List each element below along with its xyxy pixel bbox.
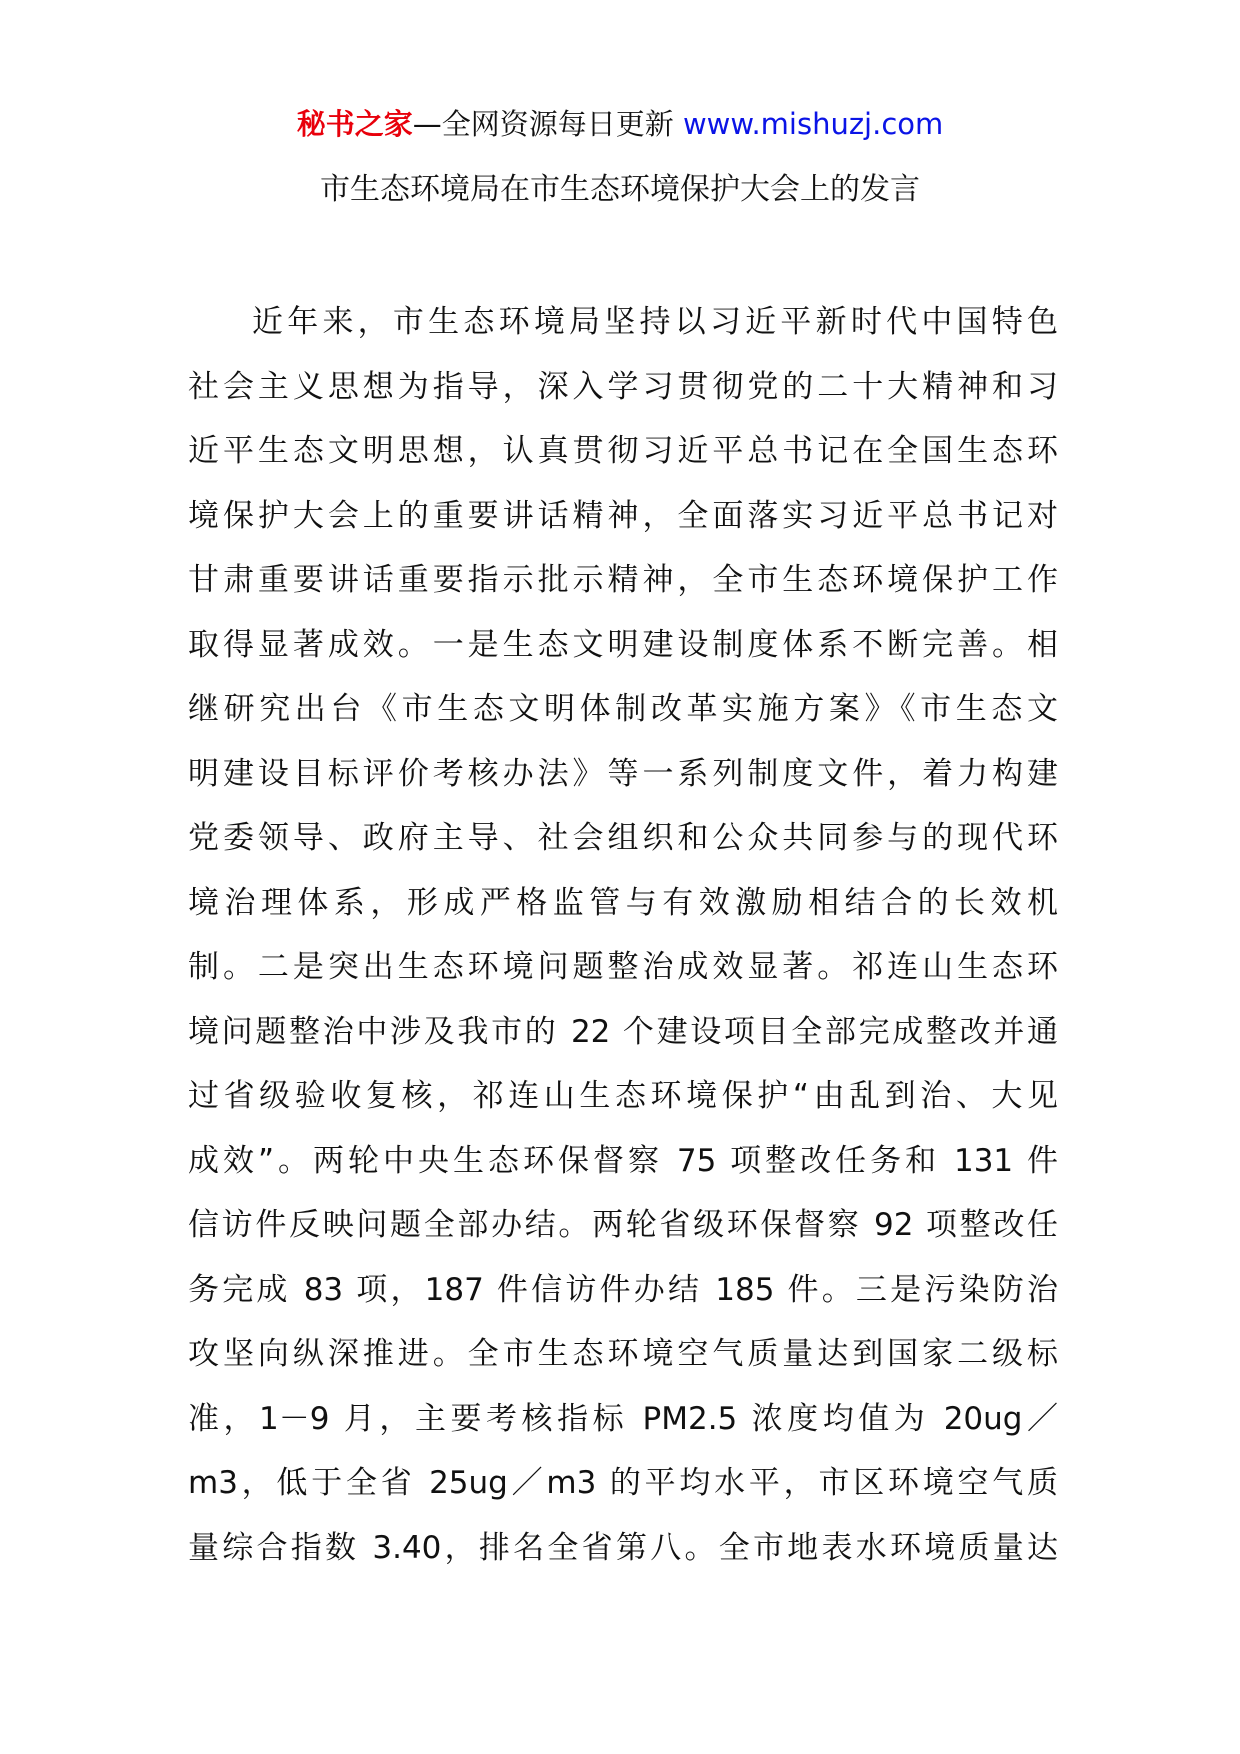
paragraph-line: 社会主义思想为指导，深入学习贯彻党的二十大精神和习 <box>188 368 1058 405</box>
paragraph-line: 党委领导、政府主导、社会组织和公众共同参与的现代环 <box>188 820 1058 856</box>
paragraph-line: 制。二是突出生态环境问题整治成效显著。祁连山生态环 <box>188 949 1058 985</box>
header-tagline: —全网资源每日更新 <box>412 107 683 141</box>
document-body <box>188 290 1058 1580</box>
document-title: 市生态环境局在市生态环境保护大会上的发言 <box>320 172 920 207</box>
paragraph-line: 境问题整治中涉及我市的 22 个建设项目全部完成整改并通 <box>188 1013 1058 1050</box>
site-header <box>0 102 1240 146</box>
paragraph-line: 信访件反映问题全部办结。两轮省级环保督察 92 项整改任 <box>188 1207 1058 1243</box>
paragraph-line: 近平生态文明思想，认真贯彻习近平总书记在全国生态环 <box>188 433 1058 469</box>
paragraph-line: 过省级验收复核，祁连山生态环境保护“由乱到治、大见 <box>188 1078 1058 1114</box>
brand-name: 秘书之家 <box>296 107 413 141</box>
paragraph-line: 攻坚向纵深推进。全市生态环境空气质量达到国家二级标 <box>188 1336 1058 1372</box>
paragraph-line: 成效”。两轮中央生态环保督察 75 项整改任务和 131 件 <box>188 1142 1058 1179</box>
paragraph-line: 务完成 83 项，187 件信访件办结 185 件。三是污染防治 <box>188 1271 1058 1308</box>
paragraph-line: 继研究出台《市生态文明体制改革实施方案》《市生态文 <box>188 691 1058 727</box>
paragraph-line: 境治理体系，形成严格监管与有效激励相结合的长效机 <box>188 884 1058 921</box>
paragraph-line: 准，1－9 月，主要考核指标 PM2.5 浓度均值为 20ug／ <box>188 1400 1058 1437</box>
paragraph-line: 明建设目标评价考核办法》等一系列制度文件，着力构建 <box>188 755 1058 792</box>
site-url-link[interactable]: www.mishuzj.com <box>682 107 944 141</box>
paragraph-line: 取得显著成效。一是生态文明建设制度体系不断完善。相 <box>188 626 1058 663</box>
paragraph-line: 量综合指数 3.40，排名全省第八。全市地表水环境质量达 <box>188 1529 1058 1566</box>
paragraph-line: 近年来，市生态环境局坚持以习近平新时代中国特色 <box>252 304 1058 340</box>
paragraph-line: 甘肃重要讲话重要指示批示精神，全市生态环境保护工作 <box>188 562 1058 598</box>
paragraph-line: 境保护大会上的重要讲话精神，全面落实习近平总书记对 <box>188 497 1058 534</box>
paragraph-line: m3，低于全省 25ug／m3 的平均水平，市区环境空气质 <box>188 1465 1058 1501</box>
